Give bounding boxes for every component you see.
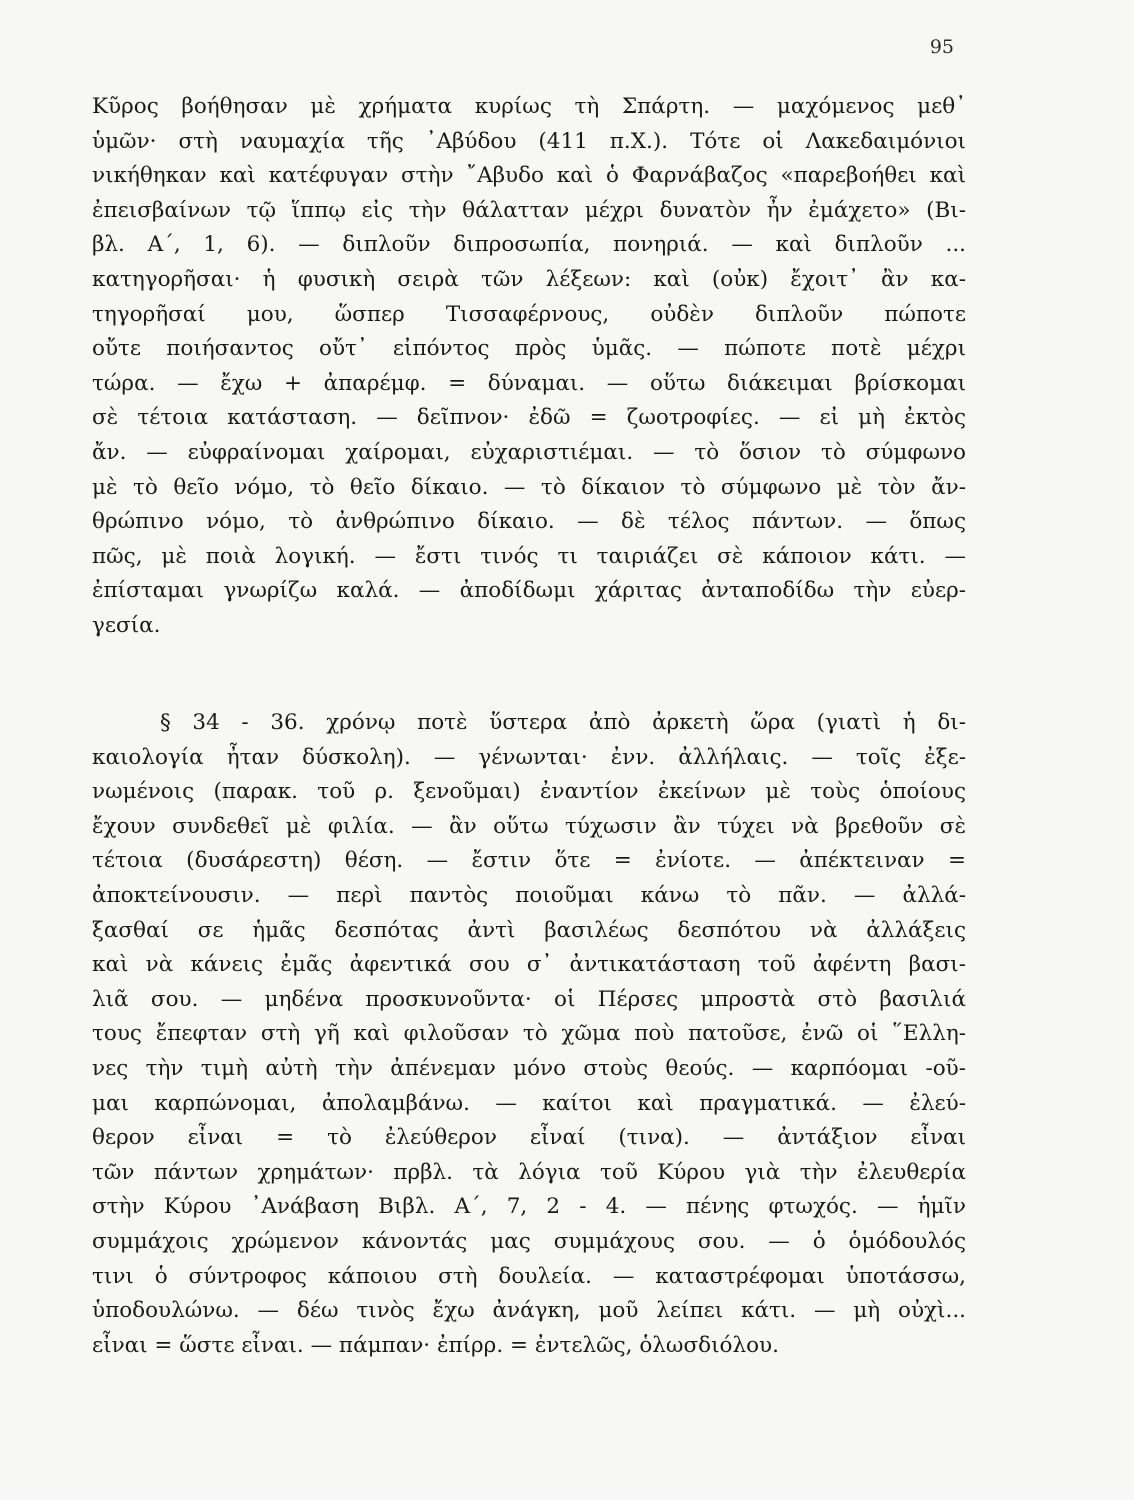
text-line: ἐπίσταμαι γνωρίζω καλά. — ἀποδίδωμι χάριτας ἀνταποδίδω τὴν εὐερ- (92, 578, 966, 604)
text-line: ἐπεισβαίνων τῷ ἵππῳ εἰς τὴν θάλατταν μέχρι δυνατὸν ἦν ἐμάχετο» (Βι- (92, 197, 966, 223)
text-line: νωμένοις (παρακ. τοῦ ρ. ξενοῦμαι) ἐναντίον ἐκείνων μὲ τοὺς ὁποίους (92, 779, 966, 805)
text-line: μὲ τὸ θεῖο νόμο, τὸ θεῖο δίκαιο. — τὸ δίκαιον τὸ σύμφωνο μὲ τὸν ἄν- (92, 474, 966, 500)
text-line: κατηγορῆσαι· ἡ φυσικὴ σειρὰ τῶν λέξεων: καὶ (οὐκ) ἔχοιτ᾽ ἂν κα- (92, 266, 966, 292)
text-line: ἔχουν συνδεθεῖ μὲ φιλία. — ἂν οὕτω τύχωσιν ἂν τύχει νὰ βρεθοῦν σὲ (92, 813, 966, 839)
text-line: τηγορῆσαί μου, ὥσπερ Τισσαφέρνους, οὐδὲν διπλοῦν πώποτε (92, 301, 966, 327)
text-line: γεσία. (92, 612, 161, 638)
page-number: 95 (929, 36, 954, 58)
text-line: καιολογία ἦταν δύσκολη). — γένωνται· ἐνν. ἀλλήλαις. — τοῖς ἐξε- (92, 744, 966, 770)
text-line: καὶ νὰ κάνεις ἐμᾶς ἀφεντικά σου σ᾽ ἀντικατάσταση τοῦ ἀφέντη βασι- (92, 952, 966, 978)
text-line: στὴν Κύρου ᾿Ανάβαση Βιβλ. Α΄, 7, 2 - 4. — πένης φτωχός. — ἡμῖν (92, 1194, 966, 1220)
text-line: οὔτε ποιήσαντος οὔτ᾽ εἰπόντος πρὸς ὑμᾶς. — πώποτε ποτὲ μέχρι (92, 336, 966, 362)
text-line: τώρα. — ἔχω + ἀπαρέμφ. = δύναμαι. — οὕτω διάκειμαι βρίσκομαι (92, 370, 966, 396)
text-line: βλ. Α΄, 1, 6). — διπλοῦν διπροσωπία, πονηριά. — καὶ διπλοῦν ... (92, 232, 966, 258)
text-line: πῶς, μὲ ποιὰ λογική. — ἔστι τινός τι ταιριάζει σὲ κάποιον κάτι. — (92, 543, 966, 569)
text-line: τῶν πάντων χρημάτων· πρβλ. τὰ λόγια τοῦ Κύρου γιὰ τὴν ἐλευθερία (92, 1159, 966, 1185)
commentary-paragraph-1 (92, 90, 966, 644)
text-line: τινι ὁ σύντροφος κάποιου στὴ δουλεία. — καταστρέφομαι ὑποτάσσω, (92, 1263, 966, 1289)
text-line: συμμάχοις χρώμενον κάνοντάς μας συμμάχους σου. — ὁ ὁμόδουλός (92, 1228, 966, 1254)
text-line: § 34 - 36. χρόνῳ ποτὲ ὕστερα ἀπὸ ἀρκετὴ ὥρα (γιατὶ ἡ δι- (160, 710, 966, 735)
text-line: Κῦρος βοήθησαν μὲ χρήματα κυρίως τὴ Σπάρτη. — μαχόμενος μεθ᾽ (92, 94, 966, 119)
text-line: λιᾶ σου. — μηδένα προσκυνοῦντα· οἱ Πέρσες μπροστὰ στὸ βασιλιά (92, 986, 966, 1012)
text-line: σὲ τέτοια κατάσταση. — δεῖπνον· ἐδῶ = ζωοτροφίες. — εἰ μὴ ἐκτὸς (92, 405, 966, 431)
text-line: νικήθηκαν καὶ κατέφυγαν στὴν ῎Αβυδο καὶ ὁ Φαρνάβαζος «παρεβοήθει καὶ (92, 163, 966, 189)
commentary-paragraph-2 (92, 706, 966, 1363)
text-line: θερον εἶναι = τὸ ἐλεύθερον εἶναί (τινα). — ἀντάξιον εἶναι (92, 1125, 966, 1151)
text-line: θρώπινο νόμο, τὸ ἀνθρώπινο δίκαιο. — δὲ τέλος πάντων. — ὅπως (92, 509, 966, 535)
text-line: ξασθαί σε ἡμᾶς δεσπότας ἀντὶ βασιλέως δεσπότου νὰ ἀλλάξεις (92, 917, 966, 943)
text-line: ἄν. — εὐφραίνομαι χαίρομαι, εὐχαριστιέμαι. — τὸ ὅσιον τὸ σύμφωνο (92, 439, 966, 465)
text-line: ὑποδουλώνω. — δέω τινὸς ἔχω ἀνάγκη, μοῦ λείπει κάτι. — μὴ οὐχὶ... (92, 1298, 966, 1324)
text-line: εἶναι = ὥστε εἶναι. — πάμπαν· ἐπίρρ. = ἐντελῶς, ὁλωσδιόλου. (92, 1332, 779, 1358)
text-line: ὑμῶν· στὴ ναυμαχία τῆς ᾿Αβύδου (411 π.Χ.). Τότε οἱ Λακεδαιμόνιοι (92, 128, 966, 154)
text-line: τους ἔπεφταν στὴ γῆ καὶ φιλοῦσαν τὸ χῶμα ποὺ πατοῦσε, ἐνῶ οἱ ῞Ελλη- (92, 1021, 966, 1047)
text-line: τέτοια (δυσάρεστη) θέση. — ἔστιν ὅτε = ἐνίοτε. — ἀπέκτειναν = (92, 848, 966, 874)
text-line: νες τὴν τιμὴ αὐτὴ τὴν ἀπένεμαν μόνο στοὺς θεούς. — καρπόομαι -οῦ- (92, 1055, 966, 1081)
text-line: ἀποκτείνουσιν. — περὶ παντὸς ποιοῦμαι κάνω τὸ πᾶν. — ἀλλά- (92, 882, 966, 908)
text-line: μαι καρπώνομαι, ἀπολαμβάνω. — καίτοι καὶ πραγματικά. — ἐλεύ- (92, 1090, 966, 1116)
